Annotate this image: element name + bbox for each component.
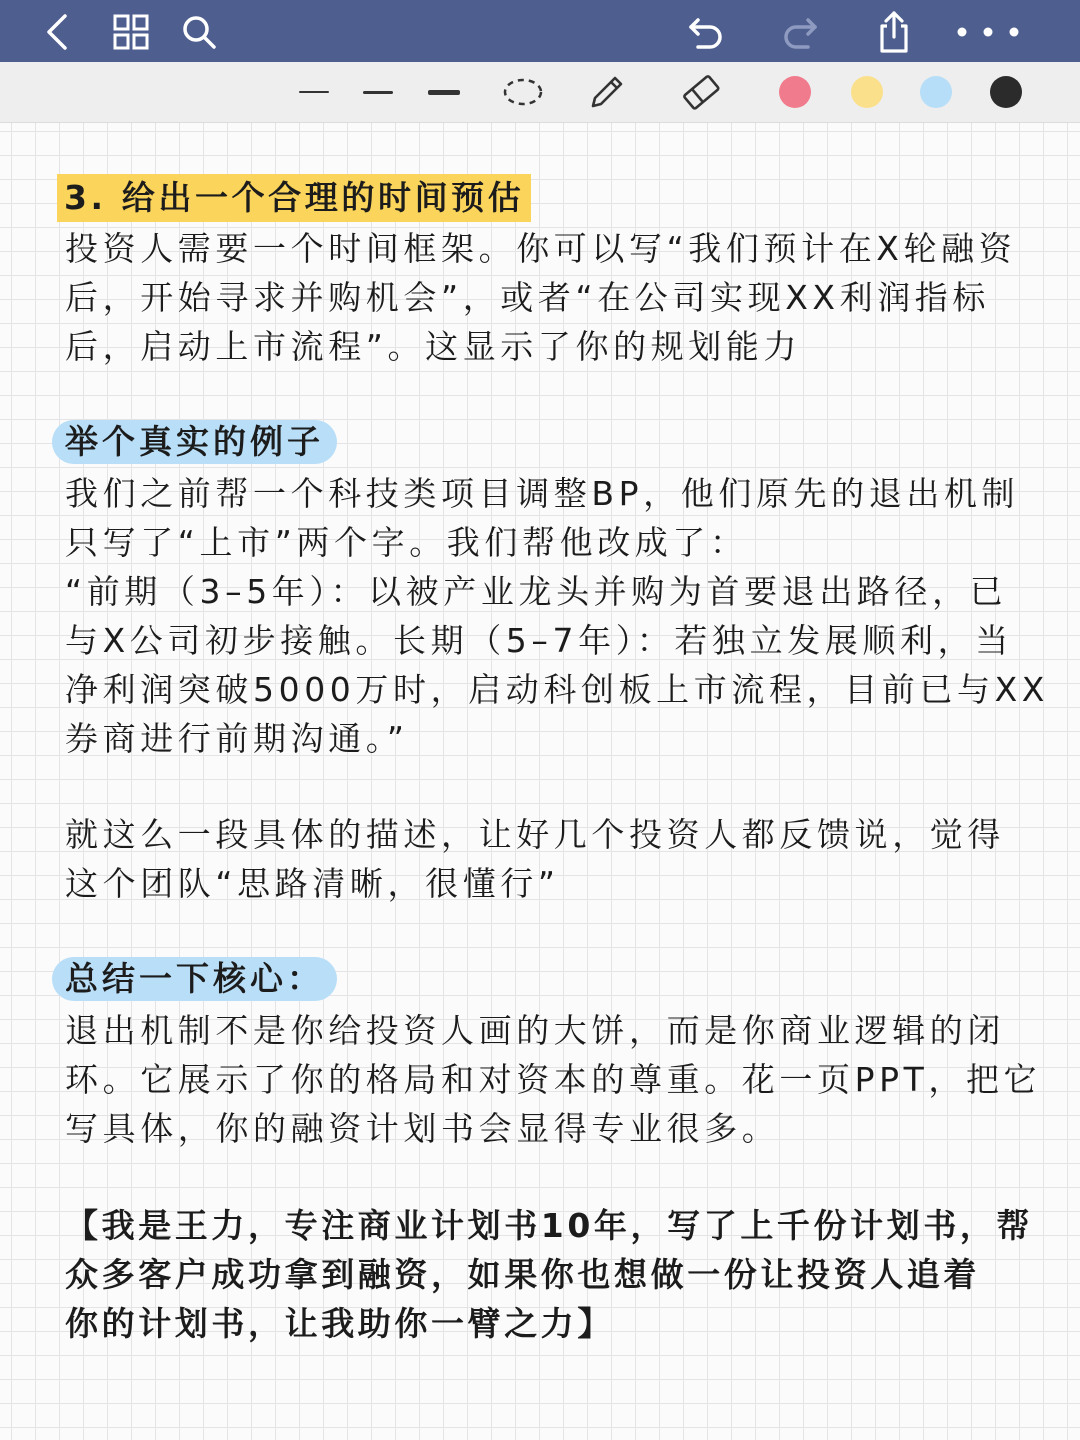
color-swatch-pink[interactable] — [778, 68, 812, 116]
undo-icon[interactable] — [682, 8, 730, 56]
pen-icon — [587, 72, 627, 112]
pink-swatch-icon — [779, 76, 811, 108]
color-swatch-blue[interactable] — [919, 68, 953, 116]
color-swatch-yellow[interactable] — [850, 68, 884, 116]
thin-line-tool[interactable] — [298, 68, 330, 116]
paragraph-time-estimate: 投资人需要一个时间框架。你可以写“我们预计在X轮融资 后，开始寻求并购机会”，或者“在公司实现XX利润指标 后，启动上市流程”。这显示了你的规划能力 — [65, 229, 1017, 366]
drawing-toolbar — [0, 62, 1080, 123]
thick-line-tool[interactable] — [427, 68, 461, 116]
eraser-tool[interactable] — [676, 68, 726, 116]
search-icon[interactable] — [175, 8, 223, 56]
color-swatch-black[interactable] — [989, 68, 1023, 116]
medium-line-icon — [363, 91, 393, 94]
paragraph-summary: 退出机制不是你给投资人画的大饼，而是你商业逻辑的闭 环。它展示了你的格局和对资本的尊重。花一页PPT，把它 写具体，你的融资计划书会显得专业很多。 — [65, 1011, 1042, 1148]
section-heading-summary: 总结一下核心： — [52, 957, 337, 1001]
top-navigation-bar — [0, 0, 1080, 62]
more-icon[interactable] — [948, 8, 1028, 56]
pen-tool[interactable] — [584, 68, 630, 116]
grid-icon[interactable] — [107, 8, 155, 56]
section-heading-time-estimate: 3. 给出一个合理的时间预估 — [57, 174, 531, 222]
yellow-swatch-icon — [851, 76, 883, 108]
medium-line-tool[interactable] — [362, 68, 394, 116]
back-icon[interactable] — [34, 8, 82, 56]
blue-swatch-icon — [920, 76, 952, 108]
author-promo-block: 【我是王力，专注商业计划书10年，写了上千份计划书，帮 众多客户成功拿到融资，如果你也想做一份让投资人追着 你的计划书，让我助你一臂之力】 — [65, 1206, 1034, 1343]
lasso-tool[interactable] — [500, 68, 546, 116]
black-swatch-icon — [990, 76, 1022, 108]
section-heading-real-example: 举个真实的例子 — [52, 420, 337, 464]
redo-icon[interactable] — [776, 8, 824, 56]
paragraph-investor-feedback: 就这么一段具体的描述，让好几个投资人都反馈说，觉得 这个团队“思路清晰，很懂行” — [65, 815, 1005, 903]
paragraph-real-example: 我们之前帮一个科技类项目调整BP，他们原先的退出机制 只写了“上市”两个字。我们帮他改成了： “前期（3–5年）：以被产业龙头并购为首要退出路径，已 与X公司初步接触。长期（5–7年）：若独立发展顺利，当 净利润突破5000万时，启动科创板上市流程，目前已与XX 券商进行前期沟通。” — [65, 474, 1049, 758]
thin-line-icon — [299, 91, 329, 93]
eraser-icon — [679, 72, 723, 112]
thick-line-icon — [428, 90, 460, 95]
share-icon[interactable] — [870, 8, 918, 56]
note-canvas[interactable] — [0, 123, 1080, 1440]
lasso-icon — [502, 77, 544, 107]
